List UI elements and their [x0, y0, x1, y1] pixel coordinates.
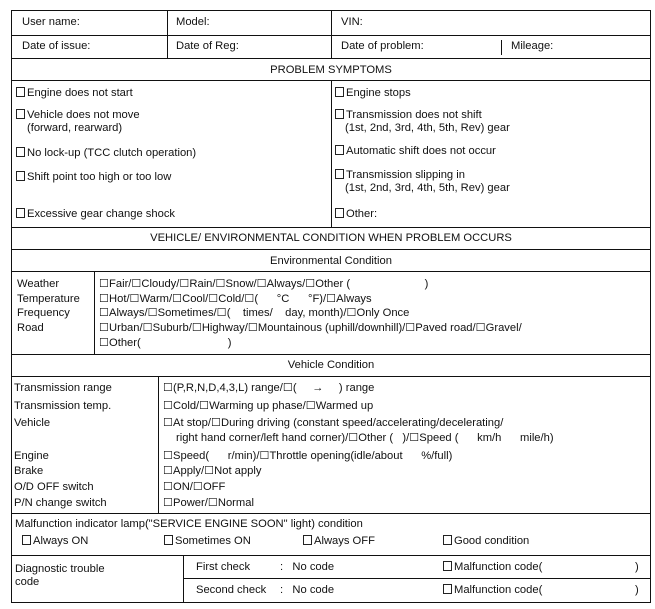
dtc-second-malfunction: [443, 584, 542, 597]
symptom-text: Shift point too high or too low: [27, 171, 172, 183]
symptom-text: Vehicle does not move: [27, 109, 140, 121]
date-of-reg-label: Date of Reg:: [176, 40, 239, 52]
mil-option-text: Good condition: [454, 535, 530, 547]
mil-option-always-off: [303, 535, 375, 548]
veh-value-transmission-range: ☐(P,R,N,D,4,3,L) range/☐( → ) range: [163, 382, 375, 394]
dtc-second-check-label: Second check: [196, 584, 267, 596]
mileage-label: Mileage:: [511, 40, 554, 52]
symptom-left-5: [16, 208, 175, 221]
env-label-weather: Weather: [17, 278, 60, 290]
symptom-text: Other:: [346, 208, 378, 220]
checkbox[interactable]: [16, 171, 25, 181]
symptom-right-1: [335, 87, 411, 100]
dtc-second-no-code: : No code: [280, 584, 335, 596]
env-label-temperature: Temperature: [17, 293, 80, 305]
veh-label-engine: Engine: [14, 450, 49, 462]
checkbox[interactable]: [16, 208, 25, 218]
checkbox[interactable]: [16, 87, 25, 97]
symptom-right-3: [335, 145, 496, 158]
col-divider: [331, 80, 332, 227]
row-divider: [183, 578, 650, 579]
border-bottom: [11, 602, 651, 603]
checkbox[interactable]: [335, 169, 344, 179]
dtc-first-no-code: : No code: [280, 561, 335, 573]
symptom-right-2-detail: (1st, 2nd, 3rd, 4th, 5th, Rev) gear: [345, 122, 510, 134]
dtc-malfunction-text: Malfunction code(: [454, 584, 543, 596]
env-value-temperature: ☐Hot/☐Warm/☐Cool/☐Cold/☐( °C °F)/☐Always: [99, 293, 372, 305]
model-label: Model:: [176, 16, 210, 28]
mil-option-text: Always ON: [33, 535, 89, 547]
symptom-left-3: [16, 147, 196, 160]
symptom-text: Transmission slipping in: [346, 169, 465, 181]
checkbox[interactable]: [303, 535, 312, 545]
col-divider: [167, 10, 168, 58]
mil-option-text: Always OFF: [314, 535, 375, 547]
dtc-label: Diagnostic trouble: [15, 563, 105, 575]
environmental-title: Environmental Condition: [270, 255, 392, 267]
row-divider: [11, 227, 651, 228]
date-of-issue-label: Date of issue:: [22, 40, 91, 52]
mil-option-text: Sometimes ON: [175, 535, 251, 547]
row-divider: [11, 555, 651, 556]
veh-label-transmission-temp: Transmission temp.: [14, 400, 112, 412]
dtc-label-cont: code: [15, 576, 40, 588]
checkbox[interactable]: [443, 535, 452, 545]
vehicle-condition-title: Vehicle Condition: [287, 359, 375, 371]
veh-value-transmission-temp: ☐Cold/☐Warming up phase/☐Warmed up: [163, 400, 374, 412]
dtc-first-check-label: First check: [196, 561, 251, 573]
col-divider: [501, 40, 502, 55]
checkbox[interactable]: [16, 147, 25, 157]
dtc-first-close-paren: ): [635, 561, 639, 573]
checkbox[interactable]: [443, 561, 452, 571]
env-value-weather: ☐Fair/☐Cloudy/☐Rain/☐Snow/☐Always/☐Other ( ): [99, 278, 429, 290]
env-value-road-other: ☐Other( ): [99, 337, 232, 349]
row-divider: [11, 271, 651, 272]
symptom-text: Engine does not start: [27, 87, 133, 99]
veh-value-vehicle-cont: right hand corner/left hand corner)/☐Other ( )/☐Speed ( km/h mile/h): [176, 432, 554, 444]
symptom-left-2-detail: (forward, rearward): [27, 122, 123, 134]
veh-value-vehicle: ☐At stop/☐During driving (constant speed/accelerating/decelerating/: [163, 417, 504, 429]
symptom-text: Excessive gear change shock: [27, 208, 176, 220]
env-label-road: Road: [17, 322, 44, 334]
veh-value-brake: ☐Apply/☐Not apply: [163, 465, 262, 477]
row-divider: [11, 249, 651, 250]
env-value-frequency: ☐Always/☐Sometimes/☐( times/ day, month)/☐Only Once: [99, 307, 410, 319]
problem-symptoms-title: PROBLEM SYMPTOMS: [270, 64, 392, 76]
mil-option-good-condition: [443, 535, 529, 548]
veh-value-od-off-switch: ☐ON/☐OFF: [163, 481, 226, 493]
checkbox[interactable]: [335, 109, 344, 119]
row-divider: [11, 513, 651, 514]
veh-value-pn-change-switch: ☐Power/☐Normal: [163, 497, 254, 509]
col-divider: [331, 10, 332, 58]
border-left: [11, 10, 12, 603]
symptom-right-2: [335, 109, 482, 122]
dtc-second-close-paren: ): [635, 584, 639, 596]
checkbox[interactable]: [443, 584, 452, 594]
symptom-left-2: [16, 109, 140, 122]
symptom-right-5: [335, 208, 377, 221]
dtc-malfunction-text: Malfunction code(: [454, 561, 543, 573]
row-divider: [11, 58, 651, 59]
veh-label-pn-change-switch: P/N change switch: [14, 497, 107, 509]
checkbox[interactable]: [16, 109, 25, 119]
user-name-label: User name:: [22, 16, 80, 28]
env-value-road: ☐Urban/☐Suburb/☐Highway/☐Mountainous (uphill/downhill)/☐Paved road/☐Gravel/: [99, 322, 522, 334]
symptom-right-4-detail: (1st, 2nd, 3rd, 4th, 5th, Rev) gear: [345, 182, 510, 194]
checkbox[interactable]: [335, 145, 344, 155]
mil-option-sometimes-on: [164, 535, 251, 548]
border-right: [650, 10, 651, 603]
veh-label-vehicle: Vehicle: [14, 417, 51, 429]
checkbox[interactable]: [22, 535, 31, 545]
dtc-first-malfunction: [443, 561, 542, 574]
col-divider: [158, 376, 159, 513]
checkbox[interactable]: [164, 535, 173, 545]
vehicle-environmental-title: VEHICLE/ ENVIRONMENTAL CONDITION WHEN PROBLEM OCCURS: [150, 232, 512, 244]
row-divider: [11, 354, 651, 355]
checkbox[interactable]: [335, 87, 344, 97]
symptom-text: Automatic shift does not occur: [346, 145, 496, 157]
symptom-left-1: [16, 87, 133, 100]
symptom-text: Transmission does not shift: [346, 109, 482, 121]
row-divider: [11, 376, 651, 377]
env-label-frequency: Frequency: [17, 307, 70, 319]
veh-label-brake: Brake: [14, 465, 44, 477]
checkbox[interactable]: [335, 208, 344, 218]
veh-label-od-off-switch: O/D OFF switch: [14, 481, 94, 493]
date-of-problem-label: Date of problem:: [341, 40, 424, 52]
symptom-left-4: [16, 171, 171, 184]
mil-option-always-on: [22, 535, 88, 548]
symptom-text: No lock-up (TCC clutch operation): [27, 147, 197, 159]
symptom-right-4: [335, 169, 465, 182]
col-divider: [94, 271, 95, 354]
veh-label-transmission-range: Transmission range: [14, 382, 112, 394]
symptom-text: Engine stops: [346, 87, 411, 99]
vin-label: VIN:: [341, 16, 363, 28]
veh-value-engine: ☐Speed( r/min)/☐Throttle opening(idle/about %/full): [163, 450, 453, 462]
mil-title: Malfunction indicator lamp("SERVICE ENGINE SOON" light) condition: [15, 518, 363, 530]
